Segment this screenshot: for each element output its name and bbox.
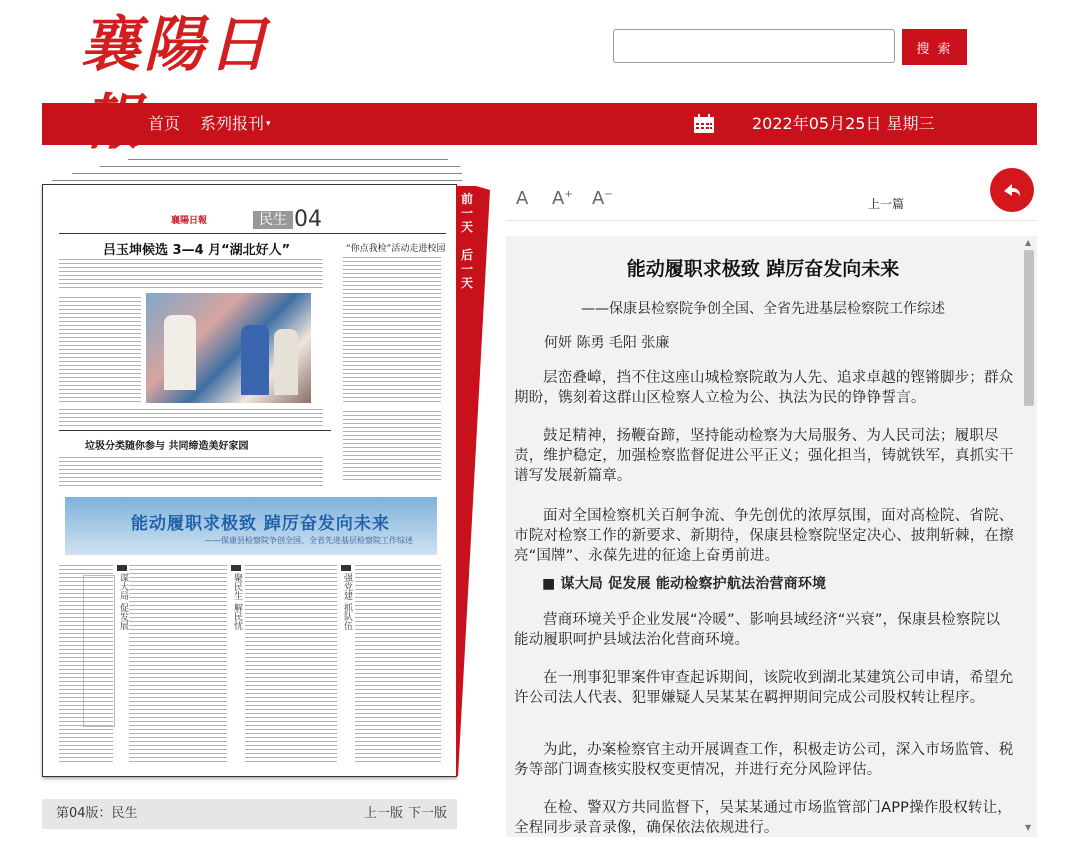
article-scrollbar[interactable]	[1021, 236, 1037, 837]
article-paragraph: 为此，办案检察官主动开展调查工作，积极走访公司，深入市场监管、税务等部门调查核实股权变更情况，并进行充分风险评估。	[514, 742, 1014, 778]
nav-series-dropdown[interactable]	[200, 103, 271, 145]
photo-figure	[164, 315, 196, 390]
text-block	[343, 411, 441, 481]
news-photo[interactable]	[146, 293, 311, 403]
prev-day-link[interactable]: 前一天	[460, 192, 473, 234]
article-paragraph: 在检、警双方共同监督下，吴某某通过市场监管部门APP操作股权转让，全程同步录音录像，确保依法依规进行。	[514, 800, 1013, 836]
page-stack-edge	[128, 159, 448, 160]
minus-sign: −	[604, 189, 613, 200]
article-toolbar	[506, 186, 1037, 221]
article-section-heading: ■ 谋大局 促发展 能动检察护航法治营商环境	[542, 576, 827, 592]
text-block	[129, 565, 227, 765]
search-input[interactable]	[613, 29, 895, 63]
scroll-up-arrow-icon[interactable]: ▲	[1025, 238, 1032, 247]
nav-series-label: 系列报刊	[200, 114, 265, 133]
article-paragraph: 在一刑事犯罪案件审查起诉期间，该院收到湖北某建筑公司申请，希望允许公司法人代表、犯罪嫌疑人吴某某在羁押期间完成公司股权转让程序。	[514, 670, 1014, 706]
newspaper-page-image[interactable]	[42, 184, 457, 777]
column-head: 强党建 抓队伍	[342, 573, 352, 630]
page-number: 04	[294, 207, 322, 232]
text-block	[355, 565, 441, 765]
article-paragraph: 层峦叠嶂，挡不住这座山城检察院敢为人先、追求卓越的铿锵脚步；群众期盼，镌刻着这群山区检察人立检为公、执法为民的铮铮誓言。	[514, 370, 1014, 406]
article-title: 能动履职求极致 踔厉奋发向未来	[626, 258, 900, 280]
scroll-down-arrow-icon[interactable]: ▼	[1025, 823, 1032, 832]
font-smaller-letter: A	[592, 188, 605, 209]
text-block	[59, 259, 323, 289]
text-block	[59, 457, 323, 489]
text-block	[343, 257, 441, 405]
article-subtitle: ——保康县检察院争创全国、全省先进基层检察院工作综述	[581, 301, 945, 317]
back-icon[interactable]	[990, 168, 1034, 212]
font-smaller-button[interactable]	[592, 188, 613, 209]
page-footer	[42, 799, 457, 829]
font-larger-letter: A	[552, 188, 565, 209]
article-area-headline-1[interactable]: 吕玉坤候选 3—4 月“湖北好人”	[103, 243, 291, 258]
font-normal-button[interactable]: A	[516, 188, 529, 209]
article-area-headline-2[interactable]: “你点我检”活动走进校园	[346, 244, 446, 254]
section-name: 民生	[253, 211, 293, 229]
search-button[interactable]: 搜 索	[902, 29, 967, 65]
article-paragraph: 营商环境关乎企业发展“冷暖”、影响县域经济“兴衰”，保康县检察院以能动履职呵护县域法治化营商环境。	[514, 612, 1001, 648]
nav-home-link[interactable]: 首页	[148, 114, 181, 133]
next-day-link[interactable]: 后一天	[460, 248, 473, 290]
article-paragraph: 鼓足精神，扬鞭奋蹄，坚持能动检察为大局服务、为人民司法；履职尽责，维护稳定，加强检察监督促进公平正义；强化担当，铸就铁军，真抓实干谱写发展新篇章。	[514, 428, 1014, 484]
column-head: 谋大局 促发展	[118, 573, 128, 630]
article-content[interactable]	[506, 236, 1037, 837]
banner-title: 能动履职求极致 踔厉奋发向未来	[131, 514, 390, 534]
column-marker	[231, 565, 241, 571]
scroll-thumb[interactable]	[1024, 250, 1034, 406]
main-navbar	[42, 103, 1037, 145]
article-area-headline-3[interactable]: 垃圾分类随你参与 共同缔造美好家园	[85, 441, 249, 452]
photo-figure	[241, 325, 269, 395]
site-logo[interactable]: 襄陽日	[80, 10, 272, 80]
divider	[59, 430, 331, 431]
article-area-banner[interactable]	[65, 497, 437, 555]
column-marker	[341, 565, 351, 571]
page-stack-edge	[52, 180, 462, 181]
article-paragraph: 面对全国检察机关百舸争流、争先创优的浓厚氛围，面对高检院、省院、市院对检察工作的新要求、新期待，保康县检察院坚定决心、披荆斩棘，在擦亮“国牌”、永葆先进的征途上奋勇前进。	[514, 508, 1014, 564]
text-block	[59, 565, 113, 765]
page-masthead	[171, 205, 331, 233]
divider	[59, 233, 446, 234]
current-date: 2022年05月25日 星期三	[752, 114, 935, 133]
column-marker	[117, 565, 127, 571]
text-block	[59, 297, 141, 405]
next-page-link[interactable]: 下一版	[408, 806, 448, 821]
calendar-icon[interactable]	[693, 114, 715, 134]
text-block	[59, 409, 323, 429]
day-tab	[456, 186, 490, 776]
prev-page-link[interactable]: 上一版	[364, 806, 404, 821]
article-authors: 何妍 陈勇 毛阳 张廉	[544, 335, 670, 351]
page-stack-edge	[100, 166, 460, 167]
page-stack-edge	[72, 173, 462, 174]
prev-article-link[interactable]: 上一篇	[868, 197, 905, 211]
photo-figure	[274, 329, 298, 395]
plus-sign: +	[564, 189, 573, 200]
column-head: 聚民生 解民忧	[232, 573, 242, 630]
mini-logo: 襄陽日報	[171, 216, 208, 226]
banner-subtitle: ——保康县检察院争创全国、全省先进基层检察院工作综述	[205, 536, 413, 545]
chevron-down-icon: ▾	[266, 119, 271, 129]
text-block	[245, 565, 337, 765]
page-label: 第04版：民生	[56, 806, 138, 821]
font-larger-button[interactable]	[552, 188, 573, 209]
